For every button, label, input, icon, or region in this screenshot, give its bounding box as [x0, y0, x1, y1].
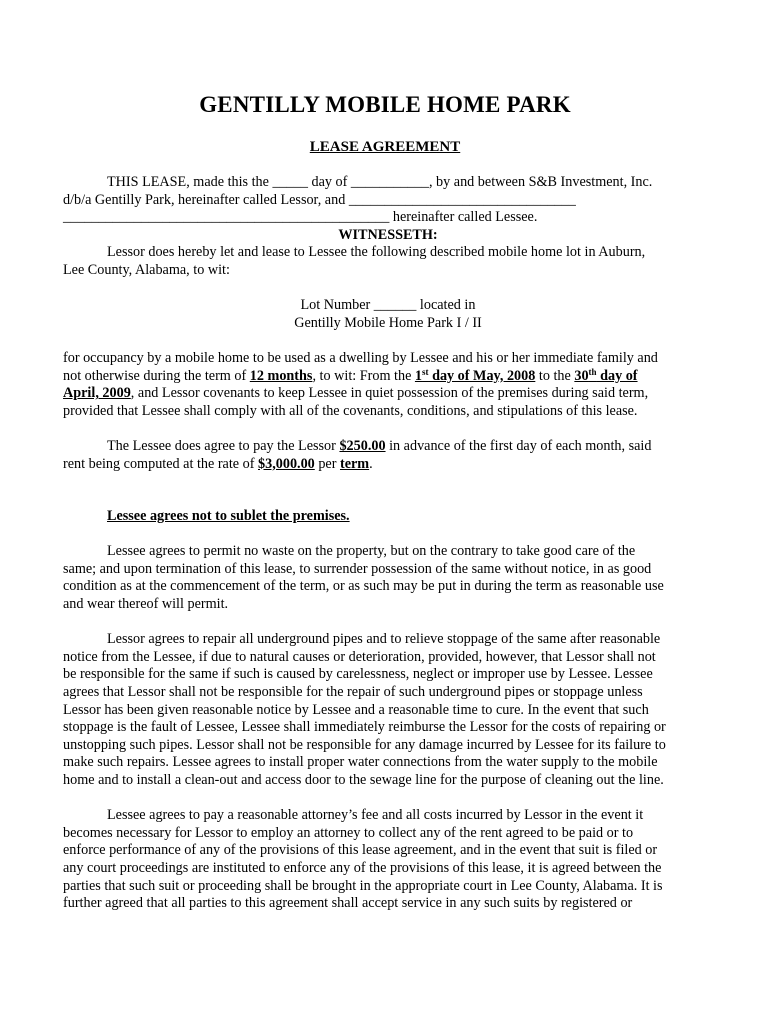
repair-paragraph	[63, 631, 713, 789]
paragraph-line: Lessor agrees to repair all underground pipes and to relieve stoppage of the same after reasonable	[107, 631, 661, 648]
attorney-paragraph	[63, 807, 713, 913]
paragraph-line: parties that such suit or proceeding shall be brought in the appropriate court in Lee County, Alabama. It is	[63, 877, 663, 894]
intro-line-1: THIS LEASE, made this the _____ day of ___________, by and between S&B Investment, Inc.	[107, 174, 653, 190]
occupancy-line-4: provided that Lessee shall comply with all of the covenants, conditions, and stipulations of this lease.	[63, 402, 638, 419]
paragraph-line: make such repairs. Lessee agrees to install proper water connections from the water supply to the mobile	[63, 754, 658, 771]
paragraph-line: and wear thereof will permit.	[63, 596, 229, 613]
paragraph-line: Lessee agrees to permit no waste on the property, but on the contrary to take good care of the	[107, 543, 636, 560]
rent-term: term	[339, 455, 370, 472]
paragraph-line: agrees that Lessor shall not be responsible for the repair of such underground pipes or stoppage unless	[63, 684, 643, 701]
start-date: 1st day of May, 2008	[414, 366, 536, 384]
rent-line-2: rent being computed at the rate of $3,000.00 per term.	[63, 455, 373, 472]
monthly-rent: $250.00	[339, 437, 386, 454]
end-date-part-2: April, 2009	[63, 385, 131, 402]
paragraph-line: condition as at the commencement of the term, or as such may be put in during the term as reasonable use	[63, 578, 664, 595]
lease-line-1: Lessor does hereby let and lease to Lessee the following described mobile home lot in Auburn,	[107, 244, 646, 261]
witnesseth-heading: WITNESSETH:	[338, 226, 438, 243]
lot-line-1: Lot Number ______ located in	[300, 297, 476, 314]
paragraph-line: further agreed that all parties to this agreement shall accept service in any such suits by registered or	[63, 895, 633, 912]
paragraph-line: notice from the Lessee, if due to natural causes or deterioration, provided, however, that Lessor shall not	[63, 648, 656, 665]
paragraph-line: enforce performance of any of the provisions of this lease agreement, and in the event that suit is filed or	[63, 842, 658, 859]
paragraph-line: Lessee agrees to pay a reasonable attorney’s fee and all costs incurred by Lessor in the event it	[107, 807, 644, 824]
lease-line-2: Lee County, Alabama, to wit:	[63, 261, 230, 278]
document-body	[63, 174, 713, 913]
occupancy-line-2: not otherwise during the term of 12 months, to wit: From the 1st day of May, 2008 to the 30th day of	[63, 366, 638, 384]
paragraph-line: any court proceedings are instituted to enforce any of the provisions of this lease, it is agreed between the	[63, 859, 662, 876]
paragraph-line: be responsible for the same if such is caused by carelessness, neglect or improper use by Lessee. Lessee	[63, 666, 653, 683]
paragraph-line: becomes necessary for Lessor to employ an attorney to collect any of the rent agreed to be paid or to	[63, 824, 634, 841]
end-date-part-1: 30th day of	[574, 366, 638, 384]
waste-paragraph	[63, 543, 713, 613]
paragraph-line: Lessor has been given reasonable notice by Lessee and a reasonable time to cure. In the event that such	[63, 701, 649, 718]
paragraph-line: unstopping such pipes. Lessor shall not be responsible for any damage incurred by Lessee for its failure to	[63, 736, 666, 753]
lease-term: 12 months	[249, 367, 313, 384]
lot-line-2: Gentilly Mobile Home Park I / II	[294, 314, 482, 331]
sublet-heading: Lessee agrees not to sublet the premises.	[107, 508, 350, 525]
document-subtitle: LEASE AGREEMENT	[309, 139, 461, 155]
paragraph-line: same; and upon termination of this lease, to surrender possession of the same without notice, in as good	[63, 560, 652, 577]
document-title: GENTILLY MOBILE HOME PARK	[199, 92, 571, 117]
occupancy-line-1: for occupancy by a mobile home to be used as a dwelling by Lessee and his or her immediate family and	[63, 349, 658, 366]
intro-line-2: d/b/a Gentilly Park, hereinafter called Lessor, and ________________________________	[63, 191, 576, 208]
term-rent: $3,000.00	[258, 455, 315, 472]
rent-line-1: The Lessee does agree to pay the Lessor $250.00 in advance of the first day of each month, said	[107, 437, 652, 454]
intro-line-3: ______________________________________________ hereinafter called Lessee.	[63, 209, 538, 226]
occupancy-line-3: April, 2009, and Lessor covenants to keep Lessee in quiet possession of the premises during said term,	[63, 385, 649, 402]
paragraph-line: stoppage is the fault of Lessee, Lessee shall immediately reimburse the Lessor for the costs of repairing or	[63, 719, 666, 736]
paragraph-line: home and to install a clean-out and access door to the sewage line for the purpose of cleaning out the line.	[63, 772, 664, 788]
